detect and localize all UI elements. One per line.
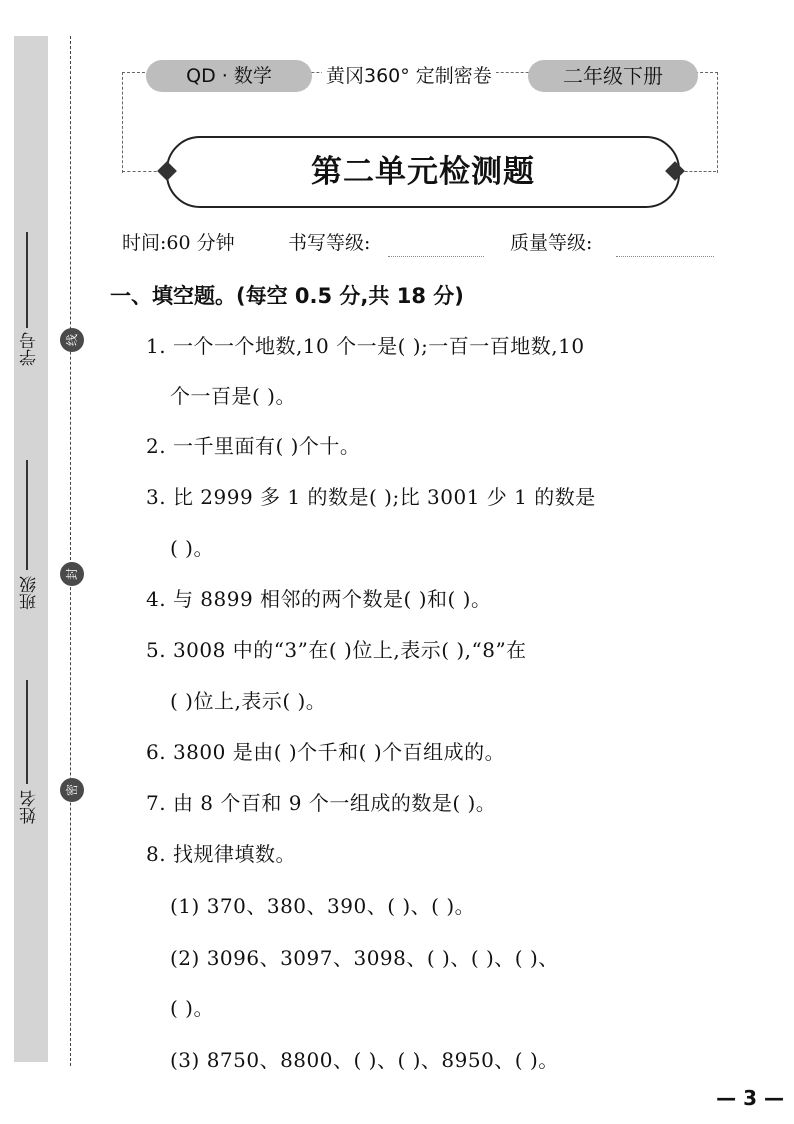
question-line: 6. 3800 是由( )个千和( )个百组成的。 — [146, 740, 506, 764]
page-title: 第二单元检测题 — [311, 154, 535, 190]
brand-text: 黄冈360° 定制密卷 — [322, 60, 496, 92]
binding-line-name — [26, 680, 28, 784]
cut-mark-line: 线 — [60, 328, 84, 352]
question-line: 1. 一个一个地数,10 个一是( );一百一百地数,10 — [146, 334, 585, 358]
binding-label-student-id: 学号 — [20, 332, 40, 366]
binding-line-student-id — [26, 232, 28, 328]
binding-line-class — [26, 460, 28, 570]
grade-pill: 二年级下册 — [528, 60, 698, 92]
question-line: 5. 3008 中的“3”在( )位上,表示( ),“8”在 — [146, 638, 527, 662]
question-line: (2) 3096、3097、3098、( )、( )、( )、 — [170, 946, 559, 970]
binding-label-name: 姓名 — [20, 790, 40, 824]
question-line: ( )。 — [170, 536, 214, 560]
writing-grade-blank — [388, 256, 484, 257]
question-line: 个一百是( )。 — [170, 384, 296, 408]
question-line: 7. 由 8 个百和 9 个一组成的数是( )。 — [146, 791, 497, 815]
question-line: (1) 370、380、390、( )、( )。 — [170, 894, 476, 918]
question-line: 4. 与 8899 相邻的两个数是( )和( )。 — [146, 587, 492, 611]
cut-line — [70, 36, 71, 1066]
binding-label-class: 班级 — [20, 576, 40, 610]
title-connector-right — [680, 171, 716, 172]
section-title: 一、填空题。(每空 0.5 分,共 18 分) — [110, 284, 464, 308]
question-line: 3. 比 2999 多 1 的数是( );比 3001 少 1 的数是 — [146, 485, 596, 509]
question-line: ( )。 — [170, 996, 214, 1020]
question-line: (3) 8750、8800、( )、( )、8950、( )。 — [170, 1048, 559, 1072]
subject-pill: QD · 数学 — [146, 60, 312, 92]
writing-grade-label: 书写等级: — [288, 232, 371, 254]
cut-mark-seal: 封 — [60, 562, 84, 586]
page-number: — 3 — — [716, 1086, 784, 1110]
binding-strip — [14, 36, 48, 1062]
title-connector-left — [122, 171, 162, 172]
question-line: ( )位上,表示( )。 — [170, 689, 327, 713]
header-row — [146, 60, 698, 92]
quality-grade-blank — [616, 256, 714, 257]
question-line: 8. 找规律填数。 — [146, 842, 296, 866]
exam-info — [122, 228, 722, 258]
question-line: 2. 一千里面有( )个十。 — [146, 434, 361, 458]
quality-grade-label: 质量等级: — [510, 232, 593, 254]
cut-mark-secret: 密 — [60, 778, 84, 802]
time-limit: 时间:60 分钟 — [122, 232, 235, 254]
